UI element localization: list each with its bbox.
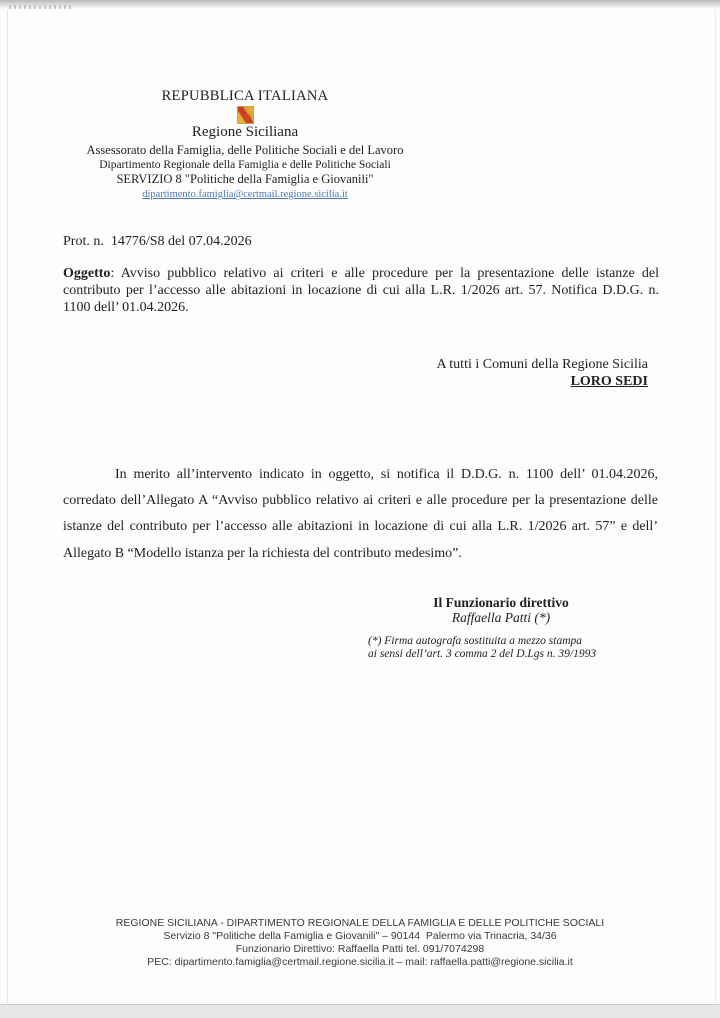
- dipartimento-line: Dipartimento Regionale della Famiglia e delle Politiche Sociali: [99, 159, 391, 172]
- body-paragraph: In merito all’intervento indicato in oggetto, si notifica il D.D.G. n. 1100 dell’ 01.04.2026, corredato dell’Allegato A “Avviso pubblico relativo ai criteri e alle procedure per la presentazione delle istanze del contributo per l’accesso alle abitazioni in locazione di cui alla L.R. 1/2026 art. 57” e dell’ Allegato B “Modello istanza per la richiesta del contributo medesimo”.: [63, 467, 658, 561]
- subject-label: Oggetto: [63, 266, 111, 281]
- footer-line-4: PEC: dipartimento.famiglia@certmail.regione.sicilia.it – mail: raffaella.patti@regione.sicilia.it: [147, 956, 573, 969]
- addressee-line: A tutti i Comuni della Regione Sicilia: [436, 357, 648, 372]
- signer-name: Raffaella Patti (*): [451, 610, 551, 625]
- subject-text: : Avviso pubblico relativo ai criteri e alle procedure per la presentazione delle istanze del contributo per l’accesso alle abitazioni in locazione di cui alla L.R. 1/2026 art. 57. Notifica D.D.G. n. 1100 dell’ 01.04.2026.: [63, 266, 659, 316]
- protocol-line: Prot. n. 14776/S8 del 07.04.2026: [63, 234, 252, 249]
- letterhead: [85, 89, 405, 200]
- header-email-row: [85, 189, 405, 200]
- addressee-loro-sedi: LORO SEDI: [570, 373, 648, 389]
- footnote-line-1: (*) Firma autografa sostituita a mezzo stampa: [368, 635, 583, 647]
- servizio-line: SERVIZIO 8 "Politiche della Famiglia e Giovanili": [116, 172, 374, 187]
- scan-artifact: [9, 5, 73, 9]
- page-right-edge: [715, 10, 716, 1004]
- department-email-link[interactable]: dipartimento.famiglia@certmail.regione.sicilia.it: [142, 189, 348, 201]
- footer-line-2: Servizio 8 "Politiche della Famiglia e Giovanili" – 90144 Palermo via Trinacria, 34/36: [163, 930, 557, 943]
- signer-role: Il Funzionario direttivo: [433, 595, 569, 610]
- addressee-block: [360, 357, 648, 390]
- region-title: Regione Siciliana: [191, 124, 299, 141]
- assessorato-line: Assessorato della Famiglia, delle Politiche Sociali e del Lavoro: [86, 142, 404, 157]
- page-footer: [0, 917, 720, 969]
- page-top-shadow: [0, 0, 720, 9]
- signature-block: [368, 595, 634, 661]
- footer-line-3: Funzionario Direttivo: Raffaella Patti tel. 091/7074298: [235, 943, 485, 956]
- sicily-emblem-icon: [237, 106, 254, 124]
- footer-line-1: REGIONE SICILIANA - DIPARTIMENTO REGIONALE DELLA FAMIGLIA E DELLE POLITICHE SOCIALI: [115, 917, 605, 929]
- page-bottom-edge: [0, 1004, 720, 1018]
- subject-paragraph: [63, 265, 659, 317]
- page-left-edge: [7, 10, 8, 1004]
- republic-title: REPUBBLICA ITALIANA: [161, 88, 329, 104]
- signature-footnote: [368, 635, 634, 661]
- footnote-line-2: ai sensi dell’art. 3 comma 2 del D.Lgs n. 39/1993: [368, 648, 597, 660]
